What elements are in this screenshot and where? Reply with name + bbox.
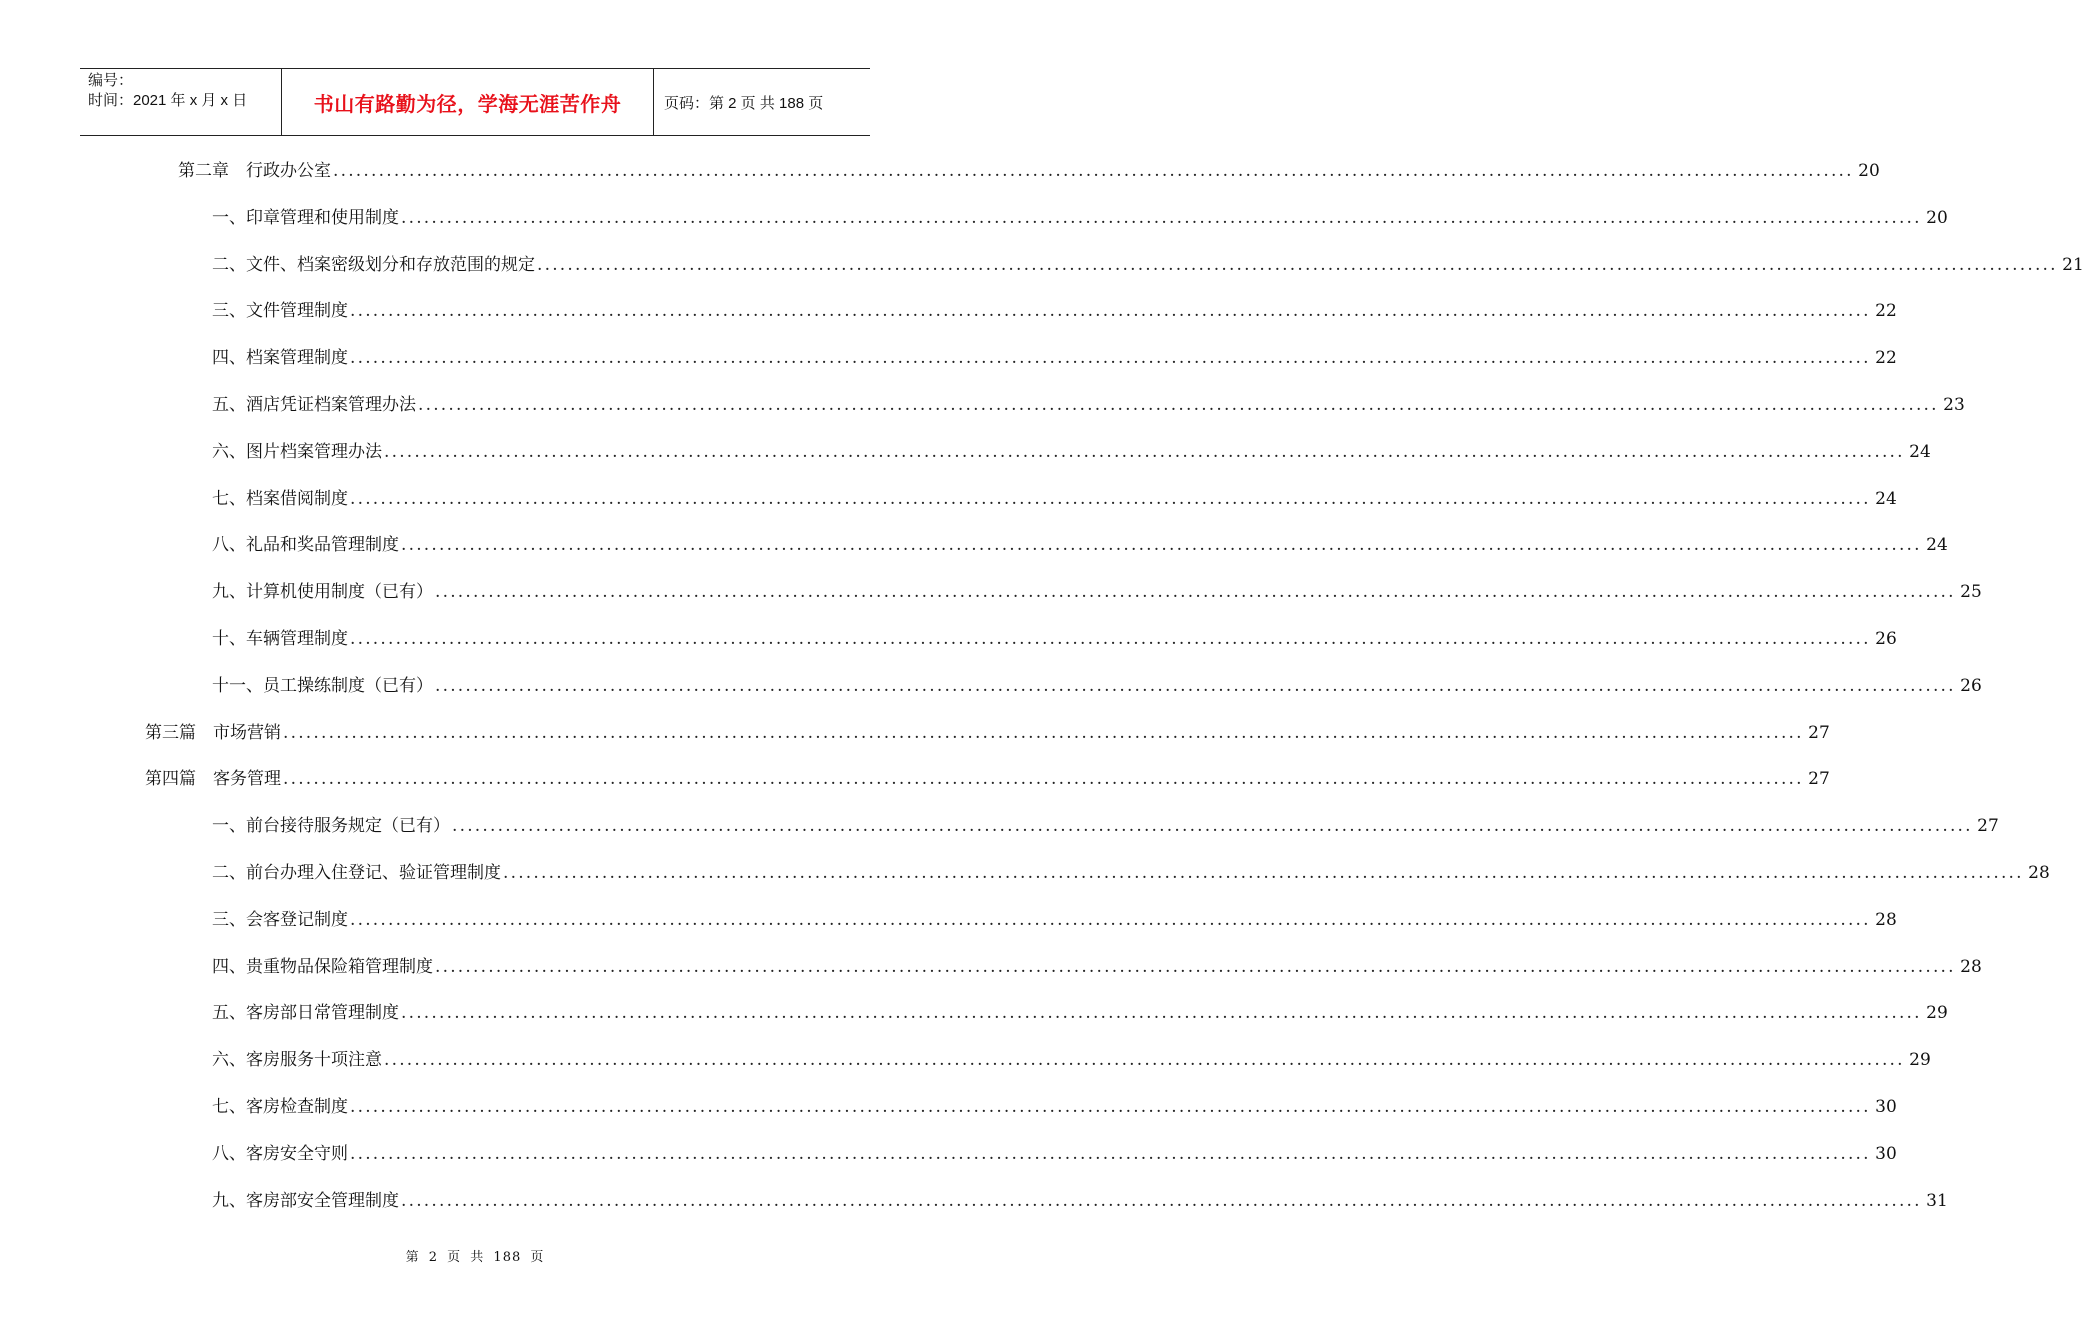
toc-leader-dots: ........................................................................................................................................................................................................ [350,1143,1871,1164]
toc-leader-dots: ........................................................................................................................................................................................................ [350,488,1871,509]
toc-entry[interactable] [212,860,2050,886]
document-number-label: 编号： [88,72,134,89]
toc-entry[interactable] [212,1188,1948,1214]
toc-leader-dots: ........................................................................................................................................................................................................ [401,1003,1922,1024]
toc-leader-dots: ........................................................................................................................................................................................................ [401,1190,1922,1211]
toc-leader-dots: ........................................................................................................................................................................................................ [350,629,1871,649]
toc-entry-title: 八、礼品和奖品管理制度 [212,535,399,556]
toc-entry-title: 九、计算机使用制度（已有） [212,582,433,603]
toc-entry-title: 八、客房安全守则 [212,1143,348,1164]
page-footer: 第 2 页 共 188 页 [405,1250,545,1265]
toc-entry-page-number: 27 [1977,816,1999,837]
toc-entry-page-number: 30 [1875,1097,1897,1117]
toc-entry-title: 九、客房部安全管理制度 [212,1190,399,1211]
toc-leader-dots: ........................................................................................................................................................................................................ [333,161,1854,181]
toc-entry[interactable] [212,1094,1897,1120]
toc-leader-dots: ........................................................................................................................................................................................................ [435,675,1956,696]
toc-entry[interactable] [145,720,1830,746]
toc-entry-page-number: 31 [1926,1190,1948,1211]
toc-entry-page-number: 23 [1943,395,1965,415]
toc-entry-page-number: 20 [1926,207,1948,228]
toc-entry[interactable] [178,158,1880,184]
toc-entry[interactable] [212,392,1965,418]
toc-entry-page-number: 28 [1960,956,1982,977]
toc-entry[interactable] [212,954,1982,980]
toc-entry[interactable] [212,298,1897,324]
toc-leader-dots: ........................................................................................................................................................................................................ [418,395,1939,415]
toc-leader-dots: ........................................................................................................................................................................................................ [350,348,1871,369]
toc-entry-page-number: 20 [1858,161,1880,181]
toc-entry-page-number: 28 [2028,863,2050,883]
toc-leader-dots: ........................................................................................................................................................................................................ [350,909,1871,930]
toc-entry[interactable] [212,486,1897,512]
toc-entry-title: 三、会客登记制度 [212,909,348,930]
toc-leader-dots: ........................................................................................................................................................................................................ [435,582,1956,603]
toc-entry-page-number: 29 [1926,1003,1948,1024]
toc-entry-page-number: 24 [1926,535,1948,556]
toc-entry[interactable] [212,1047,1931,1073]
toc-entry-page-number: 22 [1875,301,1897,322]
document-time-label: 时间：2021 年 x 月 x 日 [88,92,248,109]
toc-entry-title: 七、档案借阅制度 [212,488,348,509]
toc-entry-page-number: 30 [1875,1143,1897,1164]
toc-entry-title: 四、档案管理制度 [212,348,348,369]
toc-entry-title: 七、客房检查制度 [212,1097,348,1117]
toc-leader-dots: ........................................................................................................................................................................................................ [452,816,1973,837]
toc-entry-title: 第二章 行政办公室 [178,161,331,181]
toc-entry-page-number: 24 [1875,488,1897,509]
toc-leader-dots: ........................................................................................................................................................................................................ [537,254,2058,275]
toc-entry-page-number: 29 [1909,1050,1931,1071]
toc-entry-title: 二、前台办理入住登记、验证管理制度 [212,863,501,883]
toc-entry-page-number: 21 [2062,254,2084,275]
toc-entry-page-number: 25 [1960,582,1982,603]
toc-entry-title: 六、客房服务十项注意 [212,1050,382,1071]
toc-entry-page-number: 26 [1960,675,1982,696]
toc-entry-title: 一、印章管理和使用制度 [212,207,399,228]
toc-entry-title: 十一、员工操练制度（已有） [212,675,433,696]
toc-leader-dots: ........................................................................................................................................................................................................ [401,207,1922,228]
toc-leader-dots: ........................................................................................................................................................................................................ [503,863,2024,883]
toc-entry[interactable] [212,205,1948,231]
toc-entry-title: 五、客房部日常管理制度 [212,1003,399,1024]
toc-leader-dots: ........................................................................................................................................................................................................ [283,722,1804,743]
toc-entry-title: 一、前台接待服务规定（已有） [212,816,450,837]
toc-entry-page-number: 27 [1808,722,1830,743]
toc-leader-dots: ........................................................................................................................................................................................................ [384,441,1905,462]
toc-entry[interactable] [212,252,2084,278]
toc-entry[interactable] [212,626,1897,652]
toc-entry[interactable] [212,1141,1897,1167]
toc-entry-title: 第四篇 客务管理 [145,769,281,790]
toc-entry-title: 第三篇 市场营销 [145,722,281,743]
toc-entry[interactable] [212,532,1948,558]
toc-entry-page-number: 28 [1875,909,1897,930]
header-page-info: 页码：第 2 页 共 188 页 [664,94,824,112]
toc-entry-page-number: 26 [1875,629,1897,649]
toc-entry-title: 六、图片档案管理办法 [212,441,382,462]
toc-entry-page-number: 27 [1808,769,1830,790]
toc-leader-dots: ........................................................................................................................................................................................................ [435,956,1956,977]
toc-entry-page-number: 22 [1875,348,1897,369]
toc-entry[interactable] [212,813,1999,839]
toc-leader-dots: ........................................................................................................................................................................................................ [350,301,1871,322]
toc-entry-title: 十、车辆管理制度 [212,629,348,649]
toc-entry[interactable] [212,673,1982,699]
toc-entry[interactable] [145,766,1830,792]
toc-entry-title: 二、文件、档案密级划分和存放范围的规定 [212,254,535,275]
toc-entry[interactable] [212,345,1897,371]
toc-entry-page-number: 24 [1909,441,1931,462]
toc-leader-dots: ........................................................................................................................................................................................................ [283,769,1804,790]
toc-entry[interactable] [212,907,1897,933]
toc-entry-title: 五、酒店凭证档案管理办法 [212,395,416,415]
toc-entry[interactable] [212,579,1982,605]
toc-entry[interactable] [212,439,1931,465]
toc-entry-title: 三、文件管理制度 [212,301,348,322]
toc-entry[interactable] [212,1000,1948,1026]
header-motto: 书山有路勤为径，学海无涯苦作舟 [282,69,654,135]
toc-leader-dots: ........................................................................................................................................................................................................ [384,1050,1905,1071]
toc-leader-dots: ........................................................................................................................................................................................................ [401,535,1922,556]
toc-entry-title: 四、贵重物品保险箱管理制度 [212,956,433,977]
toc-leader-dots: ........................................................................................................................................................................................................ [350,1097,1871,1117]
